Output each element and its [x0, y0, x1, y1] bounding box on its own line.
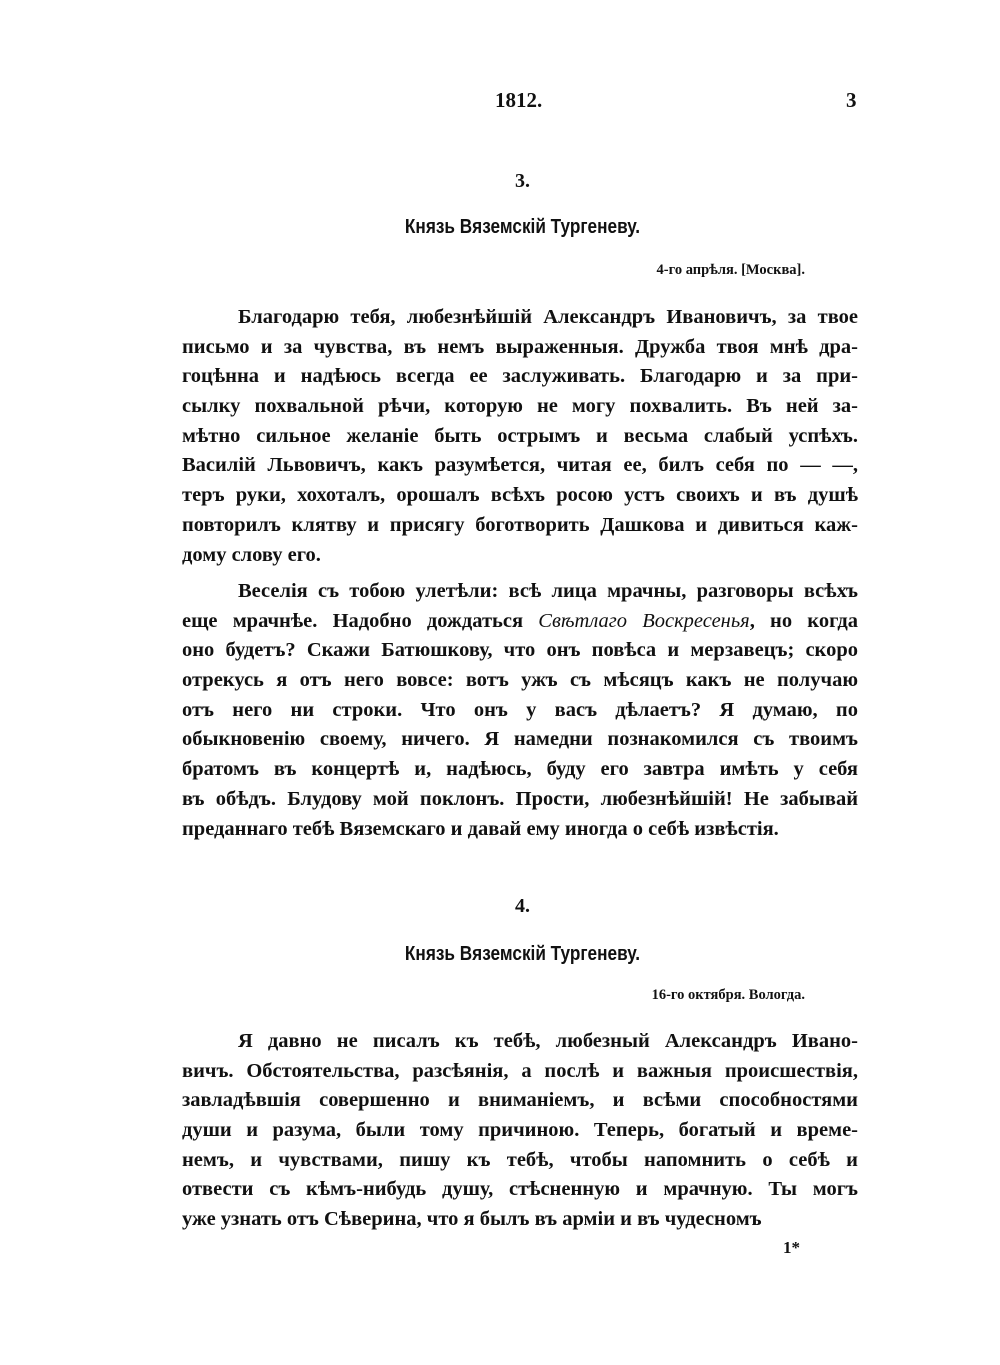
text-line: отрекусь я отъ него вовсе: вотъ ужъ съ мѣсяцъ какъ не получаю — [182, 669, 858, 692]
running-header-year: 1812. — [495, 88, 543, 112]
text-line: немъ, и чувствами, пишу къ тебѣ, чтобы напомнить о себѣ и — [182, 1148, 858, 1171]
text-line: уже узнать отъ Сѣверина, что я былъ въ арміи и въ чудесномъ — [182, 1208, 762, 1231]
letter-title: Князь Вяземскій Тургеневу. — [404, 216, 641, 238]
text-line: мѣтно сильное желаніе быть острымъ и весьма слабый успѣхъ. — [182, 424, 858, 447]
letter-number: 4. — [515, 895, 530, 917]
text-line — [182, 607, 858, 637]
text-line: письмо и за чувства, въ немъ выраженныя. Дружба твоя мнѣ дра- — [182, 335, 858, 358]
text-line: повторилъ клятву и присягу боготворить Дашкова и дивиться каж- — [182, 513, 858, 536]
text-line: сылку похвальной рѣчи, которую не могу похвалить. Въ ней за- — [182, 395, 858, 418]
text-line: Благодарю тебя, любезнѣйшій Александръ Ивановичъ, за твое — [238, 306, 858, 328]
letter-title: Князь Вяземскій Тургеневу. — [404, 943, 641, 965]
text-line: дому слову его. — [182, 543, 321, 566]
text-line: оно будетъ? Скажи Батюшкову, что онъ повѣса и мерзавецъ; скоро — [182, 639, 858, 662]
text-line: обыкновенію своему, ничего. Я намедни познакомился съ твоимъ — [182, 728, 858, 751]
letter-4-paragraph-1 — [182, 1027, 858, 1235]
letter-3-paragraph-1 — [182, 303, 858, 570]
text-line: вичъ. Обстоятельства, разсѣянія, а послѣ и важныя происшествія, — [182, 1059, 858, 1082]
text-line: отвести съ кѣмъ-нибудь душу, стѣсненную и мрачную. Ты могъ — [182, 1178, 858, 1201]
text-line: гоцѣнна и надѣюсь всегда ее заслуживать. Благодарю и за при- — [182, 365, 858, 388]
text-segment: еще мрачнѣе. Надобно дождаться — [182, 609, 539, 632]
text-line: завладѣвшія совершенно и вниманіемъ, и всѣми способностями — [182, 1089, 858, 1112]
text-line: теръ руки, хохоталъ, орошалъ всѣхъ росою устъ своихъ и въ душѣ — [182, 484, 858, 507]
text-line: Веселія съ тобою улетѣли: всѣ лица мрачны, разговоры всѣхъ — [238, 580, 858, 602]
text-line: преданнаго тебѣ Вяземскаго и давай ему иногда о себѣ извѣстія. — [182, 817, 779, 840]
page-number: 3 — [846, 88, 857, 112]
text-line: Я давно не писалъ къ тебѣ, любезный Александръ Ивано- — [238, 1030, 858, 1052]
text-line: въ обѣдъ. Блудову мой поклонъ. Прости, любезнѣйшій! Не забывай — [182, 787, 858, 810]
letter-date: 16-го октября. Вологда. — [651, 987, 805, 1003]
text-line: отъ него ни строки. Что онъ у васъ дѣлаетъ? Я думаю, по — [182, 698, 858, 721]
text-line: души и разума, были тому причиною. Теперь, богатый и време- — [182, 1119, 858, 1142]
letter-date: 4-го апрѣля. [Москва]. — [656, 262, 805, 278]
signature-mark: 1* — [783, 1238, 800, 1257]
text-line: братомъ въ концертѣ и, надѣюсь, буду его завтра имѣть у себя — [182, 758, 858, 781]
italic-text: Свѣтлаго Воскресенья — [538, 609, 750, 632]
text-line: Василій Львовичъ, какъ разумѣется, читая ее, билъ себя по — —, — [182, 454, 858, 477]
text-segment: , но когда — [749, 609, 858, 632]
letter-3-paragraph-2 — [182, 577, 858, 844]
letter-number: 3. — [515, 170, 530, 192]
